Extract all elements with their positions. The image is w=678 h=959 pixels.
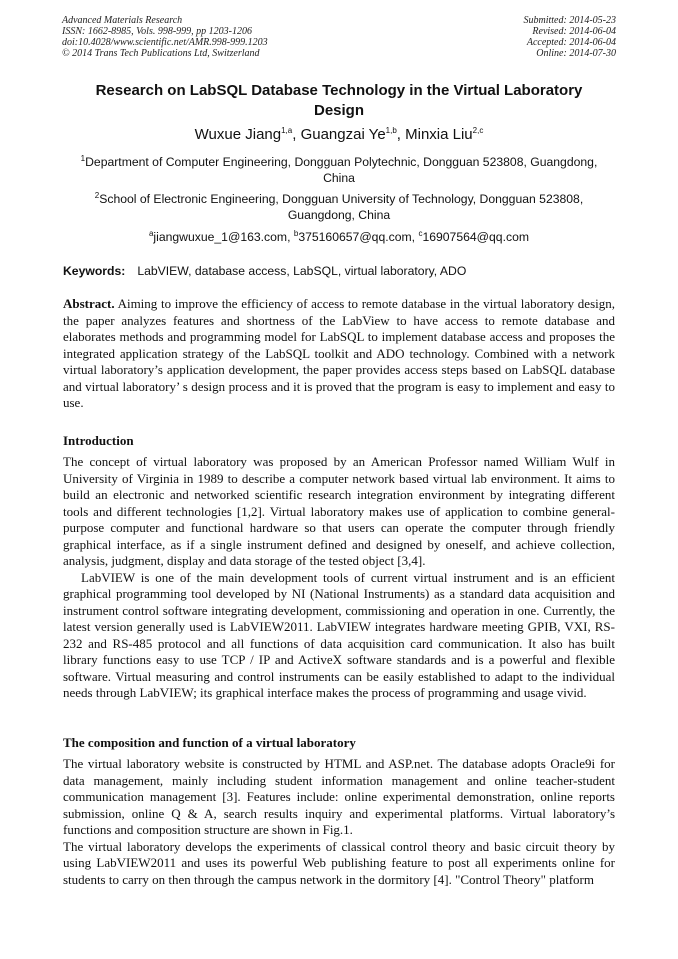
author-name: Minxia Liu <box>405 126 473 143</box>
paragraph: The concept of virtual laboratory was proposed by an American Professor named William Wulf in University of Virginia in 1989 to describe a computer network based virtual lab environment. It aims to build an electronic and networked scientific research integration environment by integrating different tools and different technologies [1,2]. Virtual laboratory makes use of application to combine general-purpose computer and functional hardware so that users can operate the computer through friendly graphical interface, as if a single instrument defined and designed by oneself, and achieve collection, analysis, judgment, display and data storage of the tested object [3,4]. <box>63 454 615 568</box>
paragraph: The virtual laboratory website is constructed by HTML and ASP.net. The database adopts Oracle9i for data management, mainly including student information management and online teacher-student communication management [3]. Features include: online experimental demonstration, online reports submission, online Q & A, search results inquiry and experimental platforms. Virtual laboratory’s functions and composition structure are shown in Fig.1. <box>63 756 615 837</box>
publication-dates <box>524 15 617 59</box>
abstract-text: Aiming to improve the efficiency of access to remote database in the virtual laboratory design, the paper analyzes features and shortness of the LabView to have access to remote database and elaborates methods and programming model for LabSQL to implement database access and proposes the integrated application strategy of the LabSQL toolkit and ADO technology. Combined with a network virtual laboratory’s application development, the paper provides access steps based on LabSQL database and virtual laboratory’ s design process and it is proved that the program is easy to implement and easy to use. <box>63 296 615 410</box>
paper-title: Research on LabSQL Database Technology in the Virtual Laboratory Design <box>95 82 583 119</box>
online-date: Online: 2014-07-30 <box>536 48 616 59</box>
affiliation-1: $^1$Department of Computer Engineering, Dongguan Polytechnic, Dongguan 523808, Guangdong, China <box>80 153 598 185</box>
paragraph: LabVIEW is one of the main development tools of current virtual instrument and is an efficient graphical programming tool developed by NI (National Instruments) as a standard data acquisition and instrument control software integrating development, commissioning and operation in one. Currently, the latest version generally used is LabVIEW2011. LabVIEW integrates hardware meeting GPIB, VXI, RS-232 and RS-485 protocol and all functions of data acquisition card communication. It also has built library functions easy to use TCP / IP and ActiveX software standards and is a powerful and flexible software. Virtual measuring and control instruments can be easily established to adapt to the individual needs through LabVIEW; its graphical interface makes the process of programming and usage vivid. <box>63 569 615 700</box>
section-heading-introduction: Introduction <box>63 433 134 448</box>
email-list: $^a$jiangwuxue_1@163.com, $^b$375160657@qq.com, $^c$16907564@qq.com <box>148 228 530 244</box>
paragraph: The virtual laboratory develops the experiments of classical control theory and basic circuit theory by using LabVIEW2011 and uses its powerful Web publishing feature to post all experiments online for students to carry on then through the campus network in the dormitory [4]. "Control Theory" platform <box>63 838 615 887</box>
abstract <box>63 296 615 412</box>
introduction-body <box>63 454 615 702</box>
journal-name: Advanced Materials Research <box>62 15 183 26</box>
journal-info <box>62 15 268 59</box>
issn-line: ISSN: 1662-8985, Vols. 998-999, pp 1203-1206 <box>62 26 252 37</box>
abstract-label: Abstract. <box>63 296 115 311</box>
keywords-text: LabVIEW, database access, LabSQL, virtual laboratory, ADO <box>137 264 467 278</box>
author-sup: 2,c <box>472 126 484 135</box>
author-name: Wuxue Jiang <box>194 126 282 143</box>
affiliation-2: $^2$School of Electronic Engineering, Dongguan University of Technology, Dongguan 523808, Guangdong, China <box>94 190 584 222</box>
author-name: Guangzai Ye <box>300 126 386 143</box>
keywords <box>63 264 466 278</box>
accepted-date: Accepted: 2014-06-04 <box>526 37 616 48</box>
composition-body <box>63 756 615 888</box>
copyright-line: © 2014 Trans Tech Publications Ltd, Switzerland <box>62 48 260 59</box>
author-list: Wuxue Jiang$^{1,a}$, Guangzai Ye$^{1,b}$, Minxia Liu$^{2,c}$ <box>194 126 484 143</box>
keywords-label: Keywords: <box>63 264 126 278</box>
email-link[interactable]: 16907564@qq.com <box>422 230 530 244</box>
author-sup: 1,a <box>281 126 293 135</box>
email-link[interactable]: jiangwuxue_1@163.com, <box>153 230 294 244</box>
doi-line: doi:10.4028/www.scientific.net/AMR.998-999.1203 <box>62 37 268 48</box>
section-heading-composition: The composition and function of a virtual laboratory <box>63 735 356 750</box>
submitted-date: Submitted: 2014-05-23 <box>523 15 616 26</box>
email-link[interactable]: 375160657@qq.com, <box>298 230 419 244</box>
revised-date: Revised: 2014-06-04 <box>532 26 616 37</box>
author-sup: 1,b <box>385 126 397 135</box>
